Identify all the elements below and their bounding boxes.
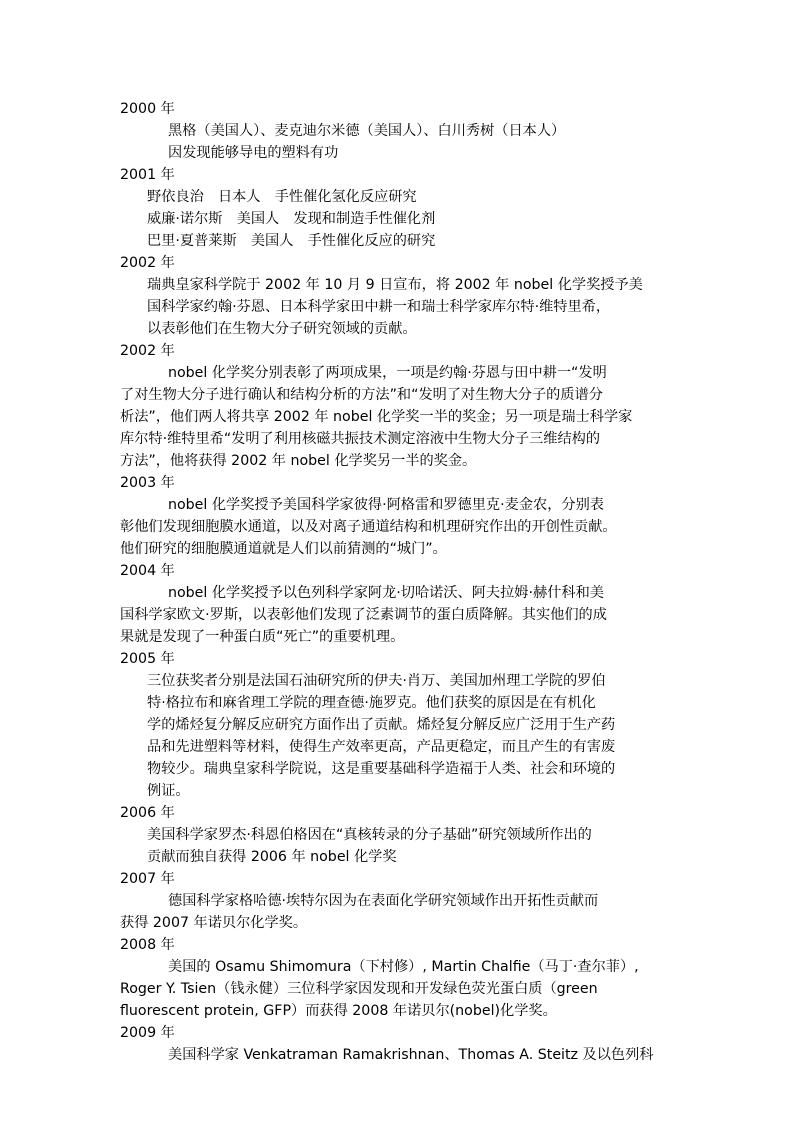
year-heading: 2002 年: [120, 343, 175, 359]
entry-text-line: 巴里·夏普莱斯 美国人 手性催化反应的研究: [147, 233, 436, 249]
year-heading: 2003 年: [120, 475, 175, 491]
entry-text-line: nobel 化学奖授予美国科学家彼得·阿格雷和罗德里克·麦金农，分别表: [168, 497, 604, 513]
year-heading: 2009 年: [120, 1025, 175, 1041]
year-heading: 2005 年: [120, 651, 175, 667]
entry-text-line: 析法”，他们两人将共享 2002 年 nobel 化学奖一半的奖金；另一项是瑞士科学家: [120, 409, 633, 425]
entry-text-line: 国科学家约翰·芬恩、日本科学家田中耕一和瑞士科学家库尔特·维特里希，: [147, 299, 611, 315]
entry-text-line: 黑格（美国人）、麦克迪尔米德（美国人）、白川秀树（日本人）: [168, 123, 566, 139]
entry-text-line: 果就是发现了一种蛋白质“死亡”的重要机理。: [120, 629, 405, 645]
entry-text-line: 品和先进塑料等材料，使得生产效率更高，产品更稳定，而且产生的有害废: [147, 739, 616, 755]
entry-text-line: 美国科学家 Venkatraman Ramakrishnan、Thomas A. Steitz 及以色列科: [168, 1047, 654, 1063]
entry-text-line: 美国的 Osamu Shimomura（下村修）, Martin Chalfie（马丁·查尔菲）,: [168, 959, 639, 975]
year-heading: 2002 年: [120, 255, 175, 271]
entry-text-line: 学的烯烃复分解反应研究方面作出了贡献。烯烃复分解反应广泛用于生产药: [147, 717, 616, 733]
entry-text-line: 彰他们发现细胞膜水通道，以及对离子通道结构和机理研究作出的开创性贡献。: [120, 519, 617, 535]
entry-text-line: 方法”，他将获得 2002 年 nobel 化学奖另一半的奖金。: [120, 453, 477, 469]
entry-text-line: nobel 化学奖授予以色列科学家阿龙·切哈诺沃、阿夫拉姆·赫什科和美: [168, 585, 604, 601]
entry-text-line: 了对生物大分子进行确认和结构分析的方法”和“发明了对生物大分子的质谱分: [120, 387, 603, 403]
entry-text-line: 以表彰他们在生物大分子研究领域的贡献。: [147, 321, 417, 337]
entry-text-line: 因发现能够导电的塑料有功: [168, 145, 339, 161]
year-heading: 2001 年: [120, 167, 175, 183]
year-heading: 2007 年: [120, 871, 175, 887]
entry-text-line: 物较少。瑞典皇家科学院说，这是重要基础科学造福于人类、社会和环境的: [147, 761, 616, 777]
year-heading: 2000 年: [120, 101, 175, 117]
entry-text-line: Roger Y. Tsien（钱永健）三位科学家因发现和开发绿色荧光蛋白质（green: [120, 981, 598, 997]
entry-text-line: 瑞典皇家科学院于 2002 年 10 月 9 日宣布，将 2002 年 nobel 化学奖授予美: [147, 277, 643, 293]
entry-text-line: 野依良治 日本人 手性催化氢化反应研究: [147, 189, 417, 205]
entry-text-line: 国科学家欧文·罗斯，以表彰他们发现了泛素调节的蛋白质降解。其实他们的成: [120, 607, 607, 623]
entry-text-line: nobel 化学奖分别表彰了两项成果，一项是约翰·芬恩与田中耕一“发明: [168, 365, 607, 381]
entry-text-line: 获得 2007 年诺贝尔化学奖。: [120, 915, 308, 931]
entry-text-line: 特·格拉布和麻省理工学院的理查德·施罗克。他们获奖的原因是在有机化: [147, 695, 596, 711]
entry-text-line: fluorescent protein, GFP）而获得 2008 年诺贝尔(nobel)化学奖。: [120, 1003, 557, 1019]
year-heading: 2008 年: [120, 937, 175, 953]
year-heading: 2006 年: [120, 805, 175, 821]
year-heading: 2004 年: [120, 563, 175, 579]
entry-text-line: 美国科学家罗杰·科恩伯格因在“真核转录的分子基础”研究领域所作出的: [147, 827, 592, 843]
entry-text-line: 贡献而独自获得 2006 年 nobel 化学奖: [147, 849, 397, 865]
entry-text-line: 德国科学家格哈德·埃特尔因为在表面化学研究领域作出开拓性贡献而: [168, 893, 599, 909]
entry-text-line: 三位获奖者分别是法国石油研究所的伊夫·肖万、美国加州理工学院的罗伯: [147, 673, 606, 689]
entry-text-line: 他们研究的细胞膜通道就是人们以前猜测的“城门”。: [120, 541, 447, 557]
entry-text-line: 库尔特·维特里希“发明了利用核磁共振技术测定溶液中生物大分子三维结构的: [120, 431, 601, 447]
entry-text-line: 威廉·诺尔斯 美国人 发现和制造手性催化剂: [147, 211, 436, 227]
entry-text-line: 例证。: [147, 783, 190, 799]
